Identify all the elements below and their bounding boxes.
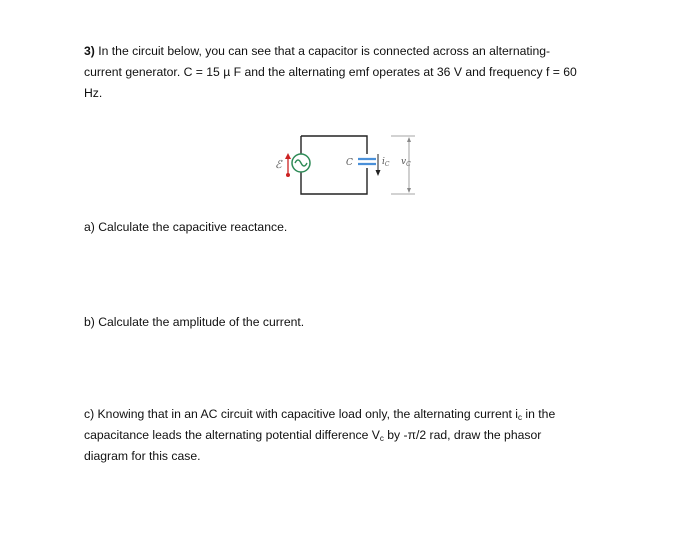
part-c: c) Knowing that in an AC circuit with capacitive load only, the alternating current $i_c$ in the capacitance leads the alternating potential difference $V_c$ by -π/2 rad, draw the phasor diagram for this case. — [84, 407, 556, 463]
capacitor-label: C — [346, 158, 353, 168]
intro-line-3: Hz. — [84, 86, 103, 100]
intro-line-1: In the circuit below, you can see that a capacitor is connected across an alternating- — [98, 44, 551, 58]
question-intro — [84, 41, 624, 104]
emf-label: ℰ — [275, 158, 282, 171]
emf-arrow-icon — [285, 153, 291, 177]
current-label: $i_C$ — [382, 157, 390, 168]
intro-line-2: current generator. C = 15 µ F and the alternating emf operates at 36 V and frequency f = 60 — [84, 65, 577, 79]
voltage-label: $v_C$ — [401, 157, 411, 168]
circuit-wires — [301, 136, 367, 194]
part-b: b) Calculate the amplitude of the current. — [84, 315, 305, 329]
question-number: 3) — [84, 44, 95, 58]
circuit-diagram — [265, 130, 425, 200]
current-arrow-icon — [376, 154, 381, 176]
part-a: a) Calculate the capacitive reactance. — [84, 220, 288, 234]
ac-source-icon — [292, 154, 310, 172]
